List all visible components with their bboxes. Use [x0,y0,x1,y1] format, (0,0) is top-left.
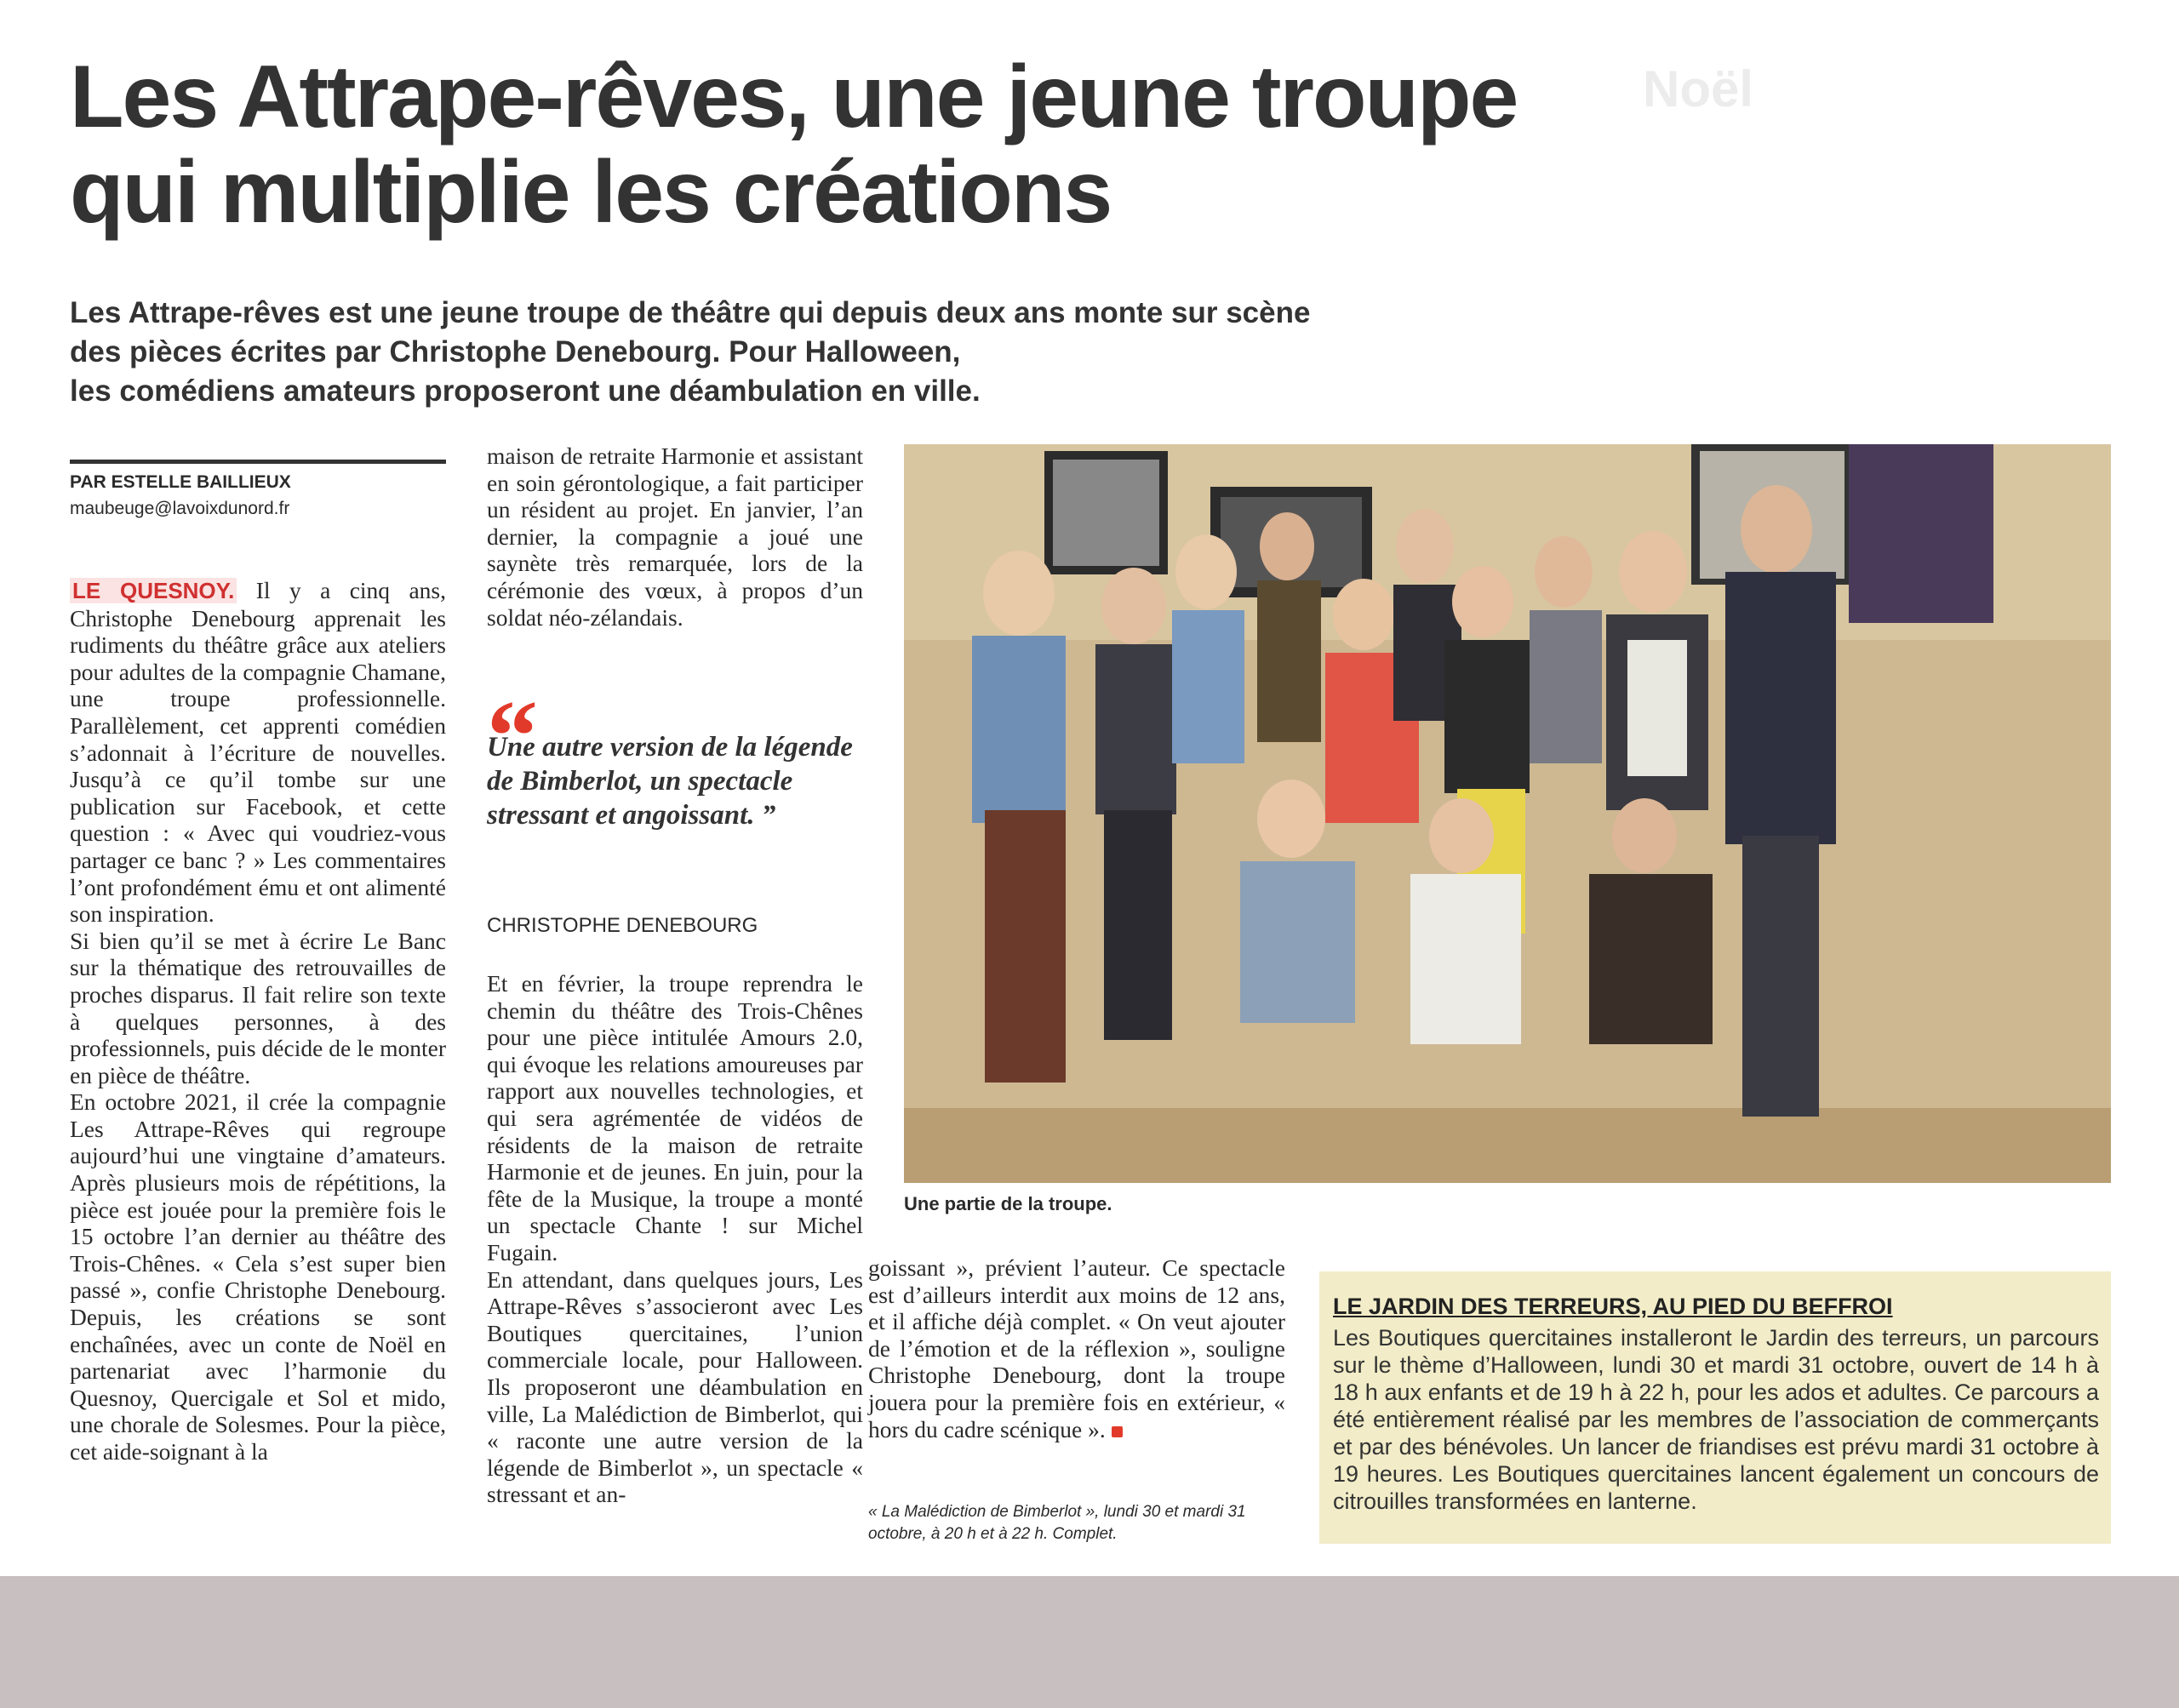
byline-email[interactable]: maubeuge@lavoixdunord.fr [70,499,290,518]
paragraph: En attendant, dans quelques jours, Les Attrape-Rêves s’associeront avec Les Boutiques quercitaines, l’union commerciale locale, pour Halloween. Ils proposeront une déambulation en ville, La Malédiction de Bimberlot, qui « raconte une autre version de la légende de Bimberlot », un spectacle « stressant et an- [487,1265,863,1508]
photo-caption: Une partie de la troupe. [904,1193,1112,1214]
end-mark-icon [1112,1426,1123,1437]
column-3 [868,1254,1285,1442]
paragraph: En octobre 2021, il crée la compagnie Les Attrape-Rêves qui regroupe aujourd’hui une vingtaine d’amateurs. Après plusieurs mois de répétitions, la pièce est jouée pour la première fois le 15 octobre l’an dernier au théâtre des Trois-Chênes. « Cela s’est super bien passé », confie Christophe Denebourg. Depuis, les créations se sont enchaînées, avec un conte de Noël en partenariat avec l’harmonie du Quesnoy, Quercigale et Sol et mido, une chorale de Solesmes. Pour la pièce, cet aide-soignant à la [70,1088,446,1465]
headline-line-2: qui multiplie les créations [70,143,1112,242]
sidebar-title: LE JARDIN DES TERREURS, AU PIED DU BEFFROI [1333,1294,1893,1319]
troupe-photo-illustration [904,444,2111,1183]
pull-quote-text: Une autre version de la légende de Bimberlot, un spectacle stressant et angoissant. [487,732,853,831]
paragraph-text: Il y a cinq ans, Christophe Denebourg apprenait les rudiments du théâtre grâce aux ateliers pour adultes de la compagnie Chamane, une troupe professionnelle. Parallèlement, cet apprenti comédien s’adonnait à l’écriture de nouvelles. Jusqu’à ce qu’il tombe sur une publication sur Facebook, et cette question : « Avec qui voudriez-vous partager ce banc ? » Les commentaires l’ont profondément ému et ont alimenté son inspiration. [70,577,446,928]
bleed-through-text: Noël [1643,60,1754,117]
quote-open-mark: “ [487,679,538,792]
paragraph [868,1254,1285,1442]
pull-quote-author: CHRISTOPHE DENEBOURG [487,914,758,937]
pull-quote-close: ” [761,800,776,831]
paragraph: maison de retraite Harmonie et assistant en soin gérontologique, a fait participer un résident au projet. En janvier, l’an dernier, la compagnie a joué une saynète très remarquée, lors de la cérémonie des vœux, à propos d’un soldat néo-zélandais. [487,443,863,631]
byline-author: PAR ESTELLE BAILLIEUX [70,472,291,492]
headline-line-1: Les Attrape-rêves, une jeune troupe [70,48,1518,146]
pull-quote [487,730,878,832]
lead-line-1: Les Attrape-rêves est une jeune troupe de théâtre qui depuis deux ans monte sur scène [70,296,1311,329]
article-headline [70,49,1687,240]
lead-line-2: des pièces écrites par Christophe Denebourg. Pour Halloween, [70,335,961,368]
article-lead [70,294,1474,411]
column-2-bottom [487,970,863,1508]
column-2-top [487,443,863,631]
paragraph: Si bien qu’il se met à écrire Le Banc sur la thématique des retrouvailles de proches disparus. Il fait relire son texte à quelques personnes, à des professionnels, puis décide de le monter en pièce de théâtre. [70,927,446,1088]
dateline: LE QUESNOY. [70,578,237,603]
troupe-photo [904,444,2111,1183]
byline-rule [70,460,446,464]
lead-line-3: les comédiens amateurs proposeront une déambulation en ville. [70,374,981,408]
paragraph [70,577,446,928]
scan-bottom-margin [0,1576,2179,1708]
paragraph-text: goissant », prévient l’auteur. Ce spectacle est d’ailleurs interdit aux moins de 12 ans, et il affiche déjà complet. « On veut ajouter de l’émotion et de la réflexion », souligne Christophe Denebourg, dont la troupe jouera pour la première fois en extérieur, « hors du cadre scénique ». [868,1254,1285,1442]
column-1 [70,577,446,1465]
paragraph: Et en février, la troupe reprendra le chemin du théâtre des Trois-Chênes pour une pièce intitulée Amours 2.0, qui évoque les relations amoureuses par rapport aux nouvelles technologies, et qui sera agrémentée de vidéos de résidents de la maison de retraite Harmonie et de jeunes. En juin, pour la fête de la Musique, la troupe a monté un spectacle Chante ! sur Michel Fugain. [487,970,863,1265]
sidebar-text: Les Boutiques quercitaines installeront le Jardin des terreurs, un parcours sur le thème d’Halloween, lundi 30 et mardi 31 octobre, ouvert de 14 h à 18 h aux enfants et de 19 h à 22 h, pour les ados et adultes. Ce parcours a été entièrement réalisé par les membres de l’association de commerçants et par des bénévoles. Un lancer de friandises est prévu mardi 31 octobre à 19 heures. Les Boutiques quercitaines lancent également un concours de citrouilles transformées en lanterne. [1333,1325,2099,1514]
event-footnote: « La Malédiction de Bimberlot », lundi 30 et mardi 31 octobre, à 20 h et à 22 h. Complet. [868,1503,1246,1543]
